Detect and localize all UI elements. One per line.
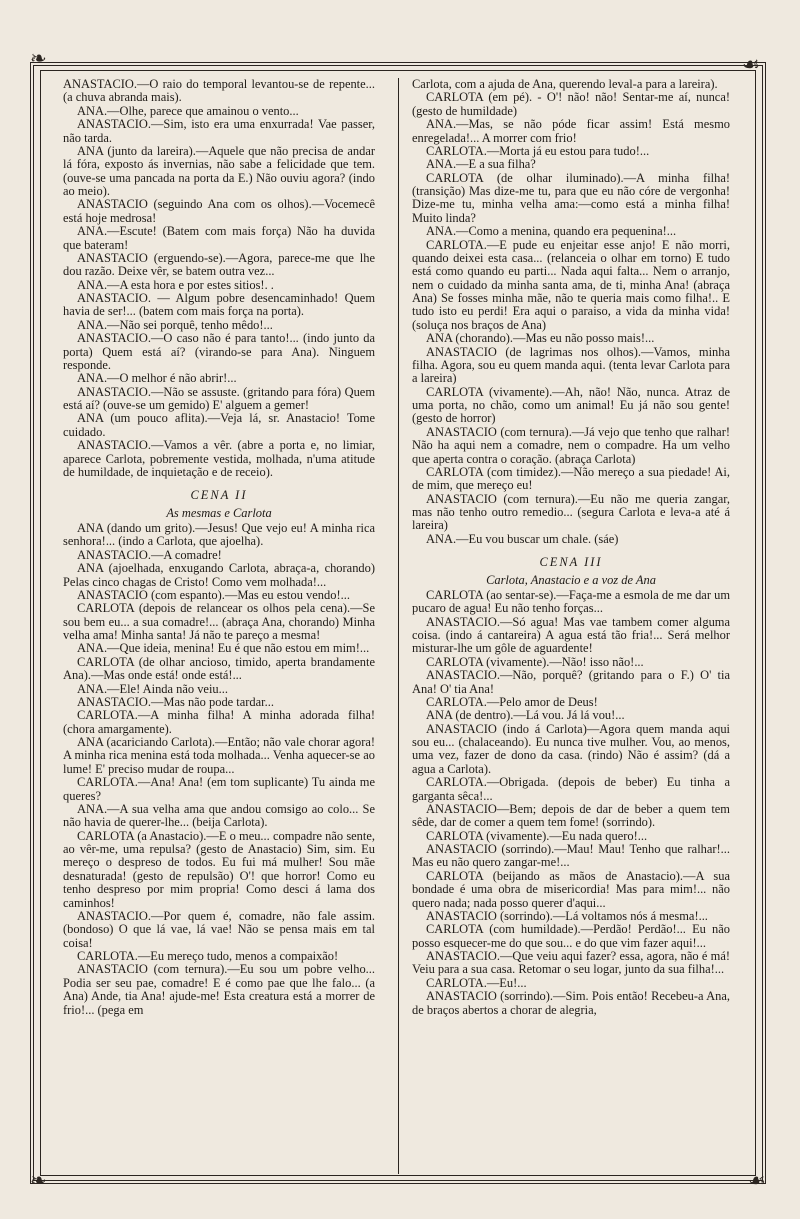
dialogue-paragraph: ANA.—Olhe, parece que amainou o vento... xyxy=(77,103,299,118)
dialogue-paragraph: ANA (um pouco aflita).—Veja lá, sr. Anastacio! Tome cuidado. xyxy=(63,411,375,439)
dialogue-paragraph: CARLOTA (a Anastacio).—E o meu... compadre não sente, ao vêr-me, uma repulsa? (gesto de Anastacio) Sim, sim. Eu mereço o despreso de todos. Eu fui má mulher! Sou mãe desnaturada! (gesto de repulsão) O'! que horror! Como eu tenho despreso por mim propria! Como desci á lama dos caminhos! xyxy=(63,828,375,910)
right-text-column xyxy=(412,78,730,1017)
dialogue-paragraph: ANA.—Escute! (Batem com mais força) Não ha duvida que bateram! xyxy=(63,224,375,252)
dialogue-paragraph: ANASTACIO.—Sim, isto era uma enxurrada! Vae passer, não tarda. xyxy=(63,117,375,145)
dialogue-paragraph: ANA.—Mas, se não póde ficar assim! Está mesmo enregelada!... A morrer com frio! xyxy=(412,117,730,145)
dialogue-paragraph: ANASTACIO (seguindo Ana com os olhos).—Vocemecê está hoje medrosa! xyxy=(63,197,375,225)
dialogue-paragraph: CARLOTA.—Eu mereço tudo, menos a compaixão! xyxy=(77,949,339,963)
dialogue-paragraph: ANASTACIO (sorrindo).—Lá voltamos nós á mesma!... xyxy=(426,908,708,923)
dialogue-paragraph: ANA.—Ele! Ainda não veiu... xyxy=(77,681,228,696)
dialogue-paragraph: ANASTACIO.—Não, porquê? (gritando para o F.) O' tia Ana! O' tia Ana! xyxy=(412,668,730,696)
dialogue-paragraph: ANA.—Que ideia, menina! Eu é que não estou em mim!... xyxy=(77,641,370,656)
dialogue-paragraph: CARLOTA.—Obrigada. (depois de beber) Eu tinha a garganta sêca!... xyxy=(412,775,730,803)
dialogue-paragraph: ANA (ajoelhada, enxugando Carlota, abraça-a, chorando) Pelas cinco chagas de Cristo! Como vem molhada!... xyxy=(63,561,375,589)
dialogue-paragraph: CARLOTA (depois de relancear os olhos pela cena).—Se sou bem eu... a sua comadre!... (abraça Ana, chorando) Minha velha ama! Minha santa! Já não te pareço a mesma! xyxy=(63,601,375,642)
dialogue-paragraph: ANASTACIO (com ternura).—Já vejo que tenho que ralhar! Não ha aqui nem a comadre, nem o compadre. Ha um velho que aperta contra o coração. (abraça Carlota) xyxy=(412,424,730,466)
dialogue-paragraph: CARLOTA (ao sentar-se).—Faça-me a esmola de me dar um pucaro de agua! Eu não tenho forças... xyxy=(412,587,730,616)
dialogue-paragraph: ANASTACIO.—Só agua! Mas vae tambem comer alguma coisa. (indo á cantareira) A agua está tão fria!... Será melhor misturar-lhe um gôle de aguardente! xyxy=(412,614,730,656)
dialogue-paragraph: ANA.—Eu vou buscar um chale. (sáe) xyxy=(426,531,619,546)
dialogue-paragraph: CARLOTA (de olhar iluminado).—A minha filha! (transição) Mas dize-me tu, para que eu não córe de vergonha! Dize-me tu, minha velha ama:—como está a minha filha! Muito linda? xyxy=(412,170,730,225)
dialogue-paragraph: ANASTACIO. — Algum pobre desencaminhado! Quem havia de ser!... (batem com mais força na porta). xyxy=(63,291,375,319)
dialogue-paragraph: ANA.—Não sei porquê, tenho mêdo!... xyxy=(77,317,273,332)
dialogue-paragraph: ANASTACIO.—Mas não pode tardar... xyxy=(77,694,274,709)
dialogue-paragraph: ANASTACIO.—Por quem é, comadre, não fale assim. (bondoso) O que lá vae, lá vae! Não se pensa mais em tal coisa! xyxy=(63,908,375,950)
corner-ornament-icon: ☙ xyxy=(742,54,760,76)
dialogue-paragraph: ANASTACIO (com ternura).—Eu sou um pobre velho... Podia ser seu pae, comadre! E é como pae que lhe falo... (a Ana) Ande, tia Ana! ajude-me! Esta creatura está a morrer de frio!... (pega em xyxy=(63,962,375,1017)
dialogue-paragraph: CARLOTA.—A minha filha! A minha adorada filha! (chora amargamente). xyxy=(63,708,375,736)
corner-ornament-icon: ☙ xyxy=(748,1170,766,1192)
scene-heading: CENA II xyxy=(190,488,248,503)
dialogue-paragraph: ANASTACIO (erguendo-se).—Agora, parece-me que lhe dou razão. Deixe vêr, se batem outra vez... xyxy=(63,250,375,279)
dialogue-paragraph: CARLOTA (em pé). - O'! não! não! Sentar-me aí, nunca! (gesto de humildade) xyxy=(412,90,730,118)
dialogue-paragraph: ANASTACIO.—Não se assuste. (gritando para fóra) Quem está aí? (ouve-se um gemido) E' alguem a gemer! xyxy=(63,384,375,412)
dialogue-paragraph: CARLOTA (vivamente).—Não! isso não!... xyxy=(426,654,644,669)
corner-ornament-icon: ❧ xyxy=(30,48,47,70)
dialogue-paragraph: ANASTACIO.—A comadre! xyxy=(77,547,222,562)
dialogue-paragraph: ANA.—A sua velha ama que andou comsigo ao colo... Se não havia de querer-lhe... (beija Carlota). xyxy=(63,801,375,830)
dialogue-paragraph: CARLOTA (com timidez).—Não mereço a sua piedade! Ai, de mim, que mereço eu! xyxy=(412,464,730,493)
dialogue-paragraph: CARLOTA (vivamente).—Ah, não! Não, nunca. Atraz de uma porta, no chão, como um animal! Eu já não sou gente! (gesto de horror) xyxy=(412,384,730,426)
dialogue-paragraph: ANA.—O melhor é não abrir!... xyxy=(77,371,237,386)
dialogue-paragraph: ANA.—E a sua filha? xyxy=(426,157,536,172)
dialogue-paragraph: Carlota, com a ajuda de Ana, querendo leval-a para a lareira). xyxy=(412,77,718,91)
dialogue-paragraph: CARLOTA (de olhar ancioso, timido, aperta brandamente Ana).—Mas onde está! onde está!... xyxy=(63,654,375,683)
dialogue-paragraph: ANA (de dentro).—Lá vou. Já lá vou!... xyxy=(426,708,625,723)
dialogue-paragraph: CARLOTA (vivamente).—Eu nada quero!... xyxy=(426,828,648,843)
dialogue-paragraph: CARLOTA (beijando as mãos de Anastacio).—A sua bondade é uma obra de misericordia! Mas para mim!... não quero nada; nada posso querer d'aqui... xyxy=(412,868,730,910)
dialogue-paragraph: ANASTACIO (com espanto).—Mas eu estou vendo!... xyxy=(77,587,350,602)
dialogue-paragraph: ANASTACIO.—Que veiu aqui fazer? essa, agora, não é má! Veiu para a sua casa. Retomar o seu logar, junto da sua filha!... xyxy=(412,949,730,977)
dialogue-paragraph: ANA.—Como a menina, quando era pequenina!... xyxy=(426,224,677,239)
dialogue-paragraph: ANASTACIO (com ternura).—Eu não me queria zangar, mas não tenho outro remedio... (segura Carlota e leva-a até á lareira) xyxy=(412,491,730,533)
dialogue-paragraph: CARLOTA.—Eu!... xyxy=(426,975,527,990)
dialogue-paragraph: ANASTACIO (sorrindo).—Mau! Mau! Tenho que ralhar!... Mas eu não quero zangar-me!... xyxy=(412,842,730,870)
corner-ornament-icon: ❧ xyxy=(30,1170,47,1192)
left-text-column xyxy=(63,78,375,1017)
dialogue-paragraph: ANASTACIO (indo á Carlota)—Agora quem manda aqui sou eu... (chalaceando). Eu nunca tive mulher. Vou, ao menos, uma vez, fazer de dono da casa. (rindo) Não é assim? (dá a agua a Carlota). xyxy=(412,721,730,776)
scene-heading: CENA III xyxy=(539,555,603,570)
dialogue-paragraph: CARLOTA.—Ana! Ana! (em tom suplicante) Tu ainda me queres? xyxy=(63,775,375,803)
dialogue-paragraph: ANA (junto da lareira).—Aquele que não precisa de andar lá fóra, exposto ás invernias, não sabe a felicidade que tem. (ouve-se uma pancada na porta da E.) Não ouviu agora? (indo ao meio). xyxy=(63,143,375,198)
dialogue-paragraph: CARLOTA.—E pude eu enjeitar esse anjo! E não morri, quando deixei esta casa... (relanceia o olhar em torno) E tudo está como quando eu parti... Nada aqui falta... Nem o arranjo, nem o cuidado da minha santa ama, de ti, minha Ana! (abraça Ana) Se fosses minha mãe, não te queria mais como filha!.. E tudo isto eu perdi! Era aqui o paraiso, a vida da minha vida! (soluça nos braços de Ana) xyxy=(412,237,730,332)
scene-characters: As mesmas e Carlota xyxy=(166,505,272,520)
dialogue-paragraph: ANA (dando um grito).—Jesus! Que vejo eu! A minha rica senhora!... (indo a Carlota, que ajoelha). xyxy=(63,521,375,549)
dialogue-paragraph: ANASTACIO (de lagrimas nos olhos).—Vamos, minha filha. Agora, sou eu quem manda aqui. (tenta levar Carlota para a lareira) xyxy=(412,344,730,386)
column-divider xyxy=(398,78,399,1174)
dialogue-paragraph: ANA.—A esta hora e por estes sitios!. . xyxy=(77,277,274,292)
dialogue-paragraph: ANASTACIO.—Vamos a vêr. (abre a porta e, no limiar, aparece Carlota, pobremente vestida, molhada, n'uma atitude de humildade, de inquietação e de receio). xyxy=(63,438,375,479)
scene-characters: Carlota, Anastacio e a voz de Ana xyxy=(486,572,656,587)
dialogue-paragraph: ANASTACIO.—O raio do temporal levantou-se de repente... (a chuva abranda mais). xyxy=(63,77,375,105)
dialogue-paragraph: ANASTACIO (sorrindo).—Sim. Pois então! Recebeu-a Ana, de braços abertos a chorar de alegria, xyxy=(412,989,730,1017)
dialogue-paragraph: CARLOTA.—Morta já eu estou para tudo!... xyxy=(426,143,650,158)
dialogue-paragraph: ANA (chorando).—Mas eu não posso mais!... xyxy=(426,331,655,346)
dialogue-paragraph: CARLOTA.—Pelo amor de Deus! xyxy=(426,694,598,709)
dialogue-paragraph: CARLOTA (com humildade).—Perdão! Perdão!... Eu não posso esquecer-me do que sou... e do que vim fazer aqui!... xyxy=(412,922,730,950)
dialogue-paragraph: ANA (acariciando Carlota).—Então; não vale chorar agora! A minha rica menina está toda molhada... Venha aquecer-se ao lume! E' preciso mudar de roupa... xyxy=(63,735,375,776)
dialogue-paragraph: ANASTACIO—Bem; depois de dar de beber a quem tem sêde, dar de comer a quem tem fome! (sorrindo). xyxy=(412,801,730,830)
dialogue-paragraph: ANASTACIO.—O caso não é para tanto!... (indo junto da porta) Quem está aí? (virando-se para Ana). Ninguem responde. xyxy=(63,331,375,372)
